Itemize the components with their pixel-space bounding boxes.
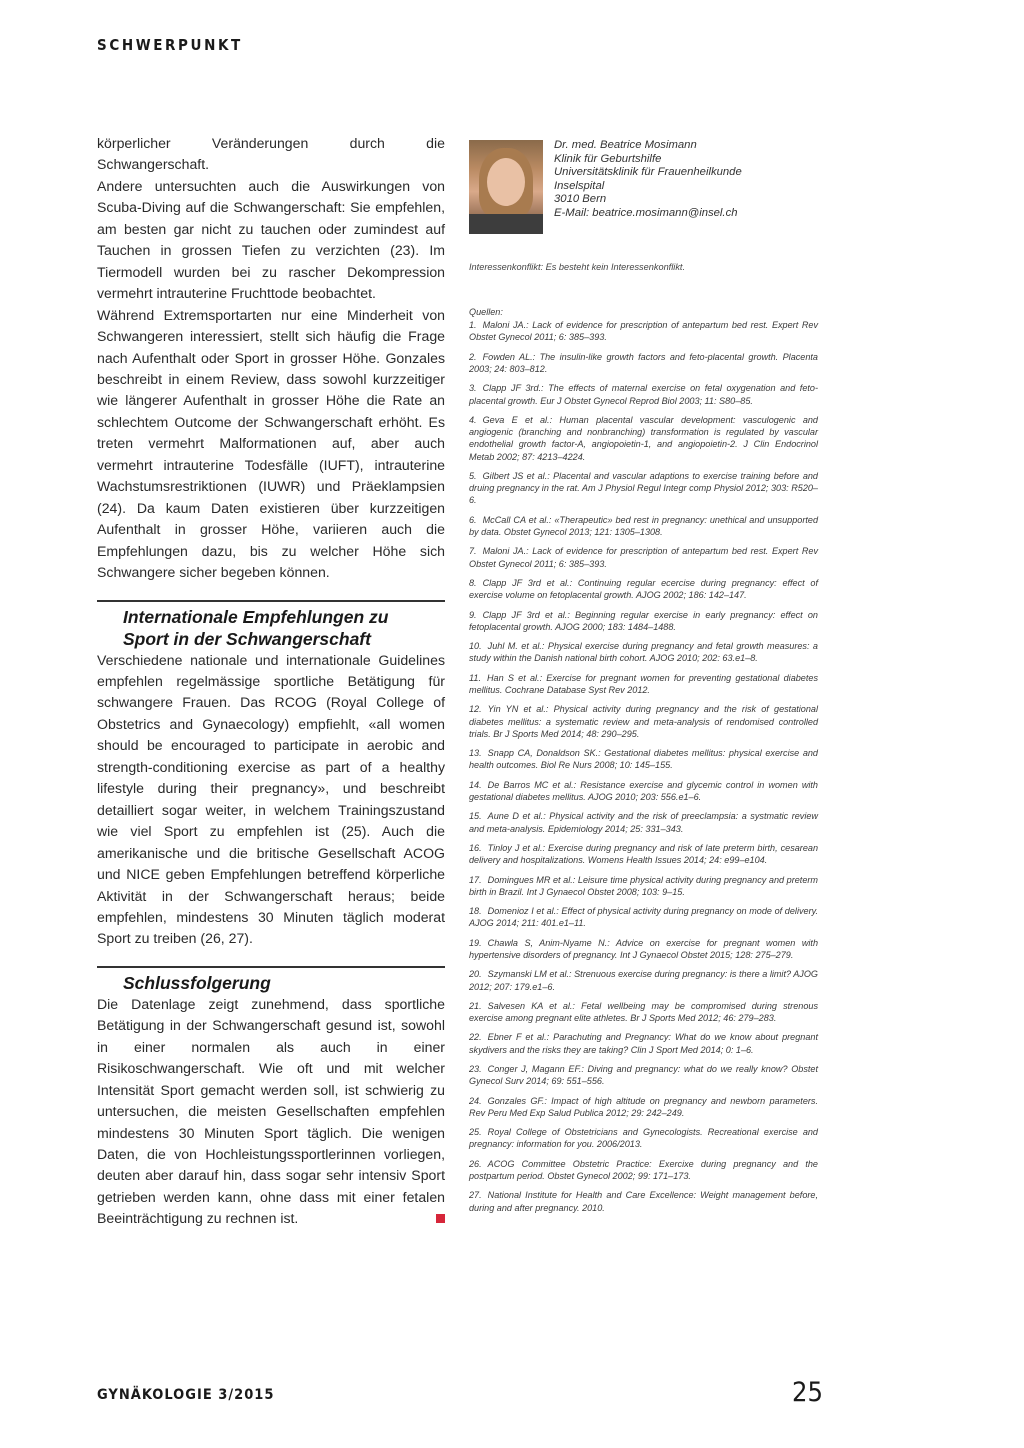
- page-number: 25: [792, 1377, 823, 1408]
- reference-number: 27.: [469, 1190, 482, 1201]
- author-email[interactable]: E-Mail: beatrice.mosimann@insel.ch: [554, 206, 738, 219]
- reference-text: Maloni JA.: Lack of evidence for prescription of antepartum bed rest. Expert Rev Obstet Gynecol 2011; 6: 385–393.: [469, 320, 818, 343]
- reference-number: 14.: [469, 779, 482, 790]
- reference-number: 4.: [469, 414, 477, 425]
- author-affiliation: Universitätsklinik für Frauenheilkunde: [554, 166, 742, 179]
- reference-item: [469, 640, 818, 664]
- reference-item: [469, 514, 818, 538]
- footer-journal: GYNÄKOLOGIE 3/2015: [97, 1387, 275, 1403]
- reference-text: Tinloy J et al.: Exercise during pregnancy and risk of late preterm birth, cesarean delivery and hospitalizations. Womens Health Issues 2014; 24: e99–e104.: [469, 842, 818, 866]
- reference-item: [469, 1063, 818, 1087]
- section-heading: [97, 606, 445, 650]
- author-contact: [554, 139, 824, 221]
- reference-text: Domenioz I et al.: Effect of physical activity during pregnancy on mode of delivery. AJOG 2014; 211: 401.e1–11.: [469, 906, 818, 929]
- reference-number: 11.: [469, 672, 481, 683]
- section-recommendations: [97, 600, 445, 950]
- reference-text: Fowden AL.: The insulin-like growth factors and feto-placental growth. Placenta 2003; 24: 803–812.: [469, 351, 818, 374]
- reference-number: 5.: [469, 470, 477, 481]
- reference-number: 13.: [469, 748, 482, 759]
- references-title: Quellen:: [469, 307, 503, 317]
- reference-number: 6.: [469, 514, 477, 525]
- reference-number: 26.: [469, 1158, 482, 1169]
- reference-text: Royal College of Obstetricians and Gynecologists. Recreational exercise and pregnancy: information for you. 2006/2013.: [469, 1127, 818, 1150]
- reference-number: 18.: [469, 906, 482, 917]
- body-paragraph: Während Extremsportarten nur eine Minderheit von Schwangeren interessiert, stellt sich häufig die Frage nach Aufenthalt oder Sport in grosser Höhe. Gonzales beschreibt in einem Review, dass sowohl kurzzeitiger wie längerer Aufenthalt in grosser Höhe die Rate an schlechtem Outcome der Schwangerschaft erhöht. Es treten vermehrt Malformationen auf, aber auch vermehrt intrauterine Todesfälle (IUFT), intrauterine Wachstumsrestriktionen (IUWR) und Präeklampsien (24). Da kaum Daten existieren über kurzzeitigen Aufenthalt in grosser Höhe, variieren auch die Empfehlungen dazu, bis zu welcher Höhe sich Schwangere sicher begeben können.: [97, 306, 445, 581]
- reference-text: Clapp JF 3rd.: The effects of maternal exercise on fetal oxygenation and feto-placental growth. Eur J Obstet Gynecol Reprod Biol 2003; 11: S80–85.: [469, 383, 818, 406]
- author-affiliation: Inselspital: [554, 179, 605, 192]
- reference-number: 21.: [469, 1000, 482, 1011]
- section-heading-line: Internationale Empfehlungen zu: [123, 606, 389, 627]
- body-paragraph: körperlicher Veränderungen durch die Schwangerschaft.: [97, 135, 445, 173]
- reference-number: 9.: [469, 609, 477, 620]
- reference-text: De Barros MC et al.: Resistance exercise and glycemic control in women with gestational diabetes mellitus. AJOG 2010; 203: 556.e1–6.: [469, 779, 818, 802]
- reference-item: [469, 319, 818, 343]
- author-photo: [469, 140, 543, 234]
- reference-number: 20.: [469, 969, 482, 980]
- references-list: [469, 306, 818, 1221]
- reference-text: Domingues MR et al.: Leisure time physical activity during pregnancy and preterm birth in Brazil. Int J Gynaecol Obstet 2008; 103: 9–15.: [469, 874, 818, 897]
- reference-item: [469, 779, 818, 803]
- conflict-of-interest: Interessenkonflikt: Es besteht kein Interessenkonflikt.: [469, 262, 686, 272]
- section-divider: [97, 966, 445, 968]
- reference-number: 16.: [469, 842, 482, 853]
- reference-item: [469, 1158, 818, 1182]
- reference-item: [469, 1000, 818, 1024]
- reference-item: [469, 874, 818, 898]
- main-text-column: [97, 133, 445, 1230]
- reference-text: ACOG Committee Obstetric Practice: Exercixe during pregnancy and the postpartum period. Obstet Gynecol 2002; 99: 171–173.: [469, 1158, 818, 1182]
- reference-text: Aune D et al.: Physical activity and the risk of preeclampsia: a systmatic review and meta-analysis. Epidemiology 2014; 25: 331–343.: [469, 811, 818, 834]
- reference-number: 3.: [469, 383, 477, 394]
- reference-text: Clapp JF 3rd et al.: Beginning regular exercise in early pregnancy: effect on fetoplacental growth. AJOG 2000; 183: 1484–1488.: [469, 609, 818, 632]
- reference-item: [469, 747, 818, 771]
- reference-text: Ebner F et al.: Parachuting and Pregnancy: What do we know about pregnant skydivers and the risks they are taking? Clin J Sport Med 2014; 0: 1–6.: [469, 1032, 818, 1055]
- reference-text: Gilbert JS et al.: Placental and vascular adaptions to exercise training before and druing pregnancy in the rat. Am J Physiol Regul Integr comp Physiol 2012; 303: R520–6.: [469, 470, 818, 506]
- reference-item: [469, 414, 818, 463]
- body-paragraph: [97, 994, 445, 1230]
- reference-number: 15.: [469, 811, 482, 822]
- reference-text: Snapp CA, Donaldson SK.: Gestational diabetes mellitus: physical exercise and health outcomes. Biol Re Nurs 2008; 10: 145–155.: [469, 748, 818, 771]
- reference-number: 23.: [469, 1064, 482, 1075]
- reference-number: 8.: [469, 577, 477, 588]
- reference-number: 25.: [469, 1127, 482, 1138]
- reference-item: [469, 351, 818, 375]
- reference-text: Maloni JA.: Lack of evidence for prescription of antepartum bed rest. Expert Rev Obstet Gynecol 2011; 6: 385–393.: [469, 546, 818, 569]
- reference-text: Szymanski LM et al.: Strenuous exercise during pregnancy: is there a limit? AJOG 2012; 207: 179.e1–6.: [469, 969, 818, 992]
- reference-text: Han S et al.: Exercise for pregnant women for preventing gestational diabetes mellitus. Cochrane Database Syst Rev 2012.: [469, 672, 818, 695]
- body-paragraph: Verschiedene nationale und internationale Guidelines empfehlen regelmässige sportliche Betätigung für schwangere Frauen. Das RCOG (Royal College of Obstetrics and Gynaecology) empfiehlt, «all women should be encouraged to participate in aerobic and strength-conditioning exercise as part of a healthy lifestyle during their pregnancy», und beschreibt detailliert sogar weiter, in welchem Trainingszustand wie viel Sport zu empfehlen ist (25). Auch die amerikanische und die britische Gesellschaft ACOG und NICE geben Empfehlungen betreffend körperliche Aktivität in der Schwangerschaft heraus; beide empfehlen, mindestens 30 Minuten täglich moderat Sport zu treiben (26, 27).: [97, 651, 445, 947]
- body-paragraph: Andere untersuchten auch die Auswirkungen von Scuba-Diving auf die Schwangerschaft: Sie empfehlen, am besten gar nicht zu tauchen oder zumindest auf Tauchen in grossen Tiefen zu verzichten (23). Im Tiermodell wurden bei zu rascher Dekompression vermehrt intrauterine Fruchttode beobachtet.: [97, 177, 445, 302]
- reference-number: 17.: [469, 874, 482, 885]
- reference-item: [469, 609, 818, 633]
- section-divider: [97, 600, 445, 602]
- reference-text: Gonzales GF.: Impact of high altitude on pregnancy and newborn parameters. Rev Peru Med Exp Salud Publica 2012; 29: 242–249.: [469, 1095, 818, 1118]
- reference-text: Chawla S, Anim-Nyame N.: Advice on exercise for pregnant women with hypertensive disorders of pregnancy. Int J Gynaecol Obstet 2015; 128: 275–279.: [469, 937, 818, 960]
- reference-item: [469, 1126, 818, 1150]
- section-conclusion: [97, 966, 445, 1230]
- section-heading-line: Sport in der Schwangerschaft: [123, 628, 371, 649]
- reference-number: 22.: [469, 1032, 482, 1043]
- reference-number: 12.: [469, 704, 482, 715]
- reference-number: 19.: [469, 937, 482, 948]
- reference-item: [469, 1031, 818, 1055]
- section-header: SCHWERPUNKT: [97, 36, 243, 54]
- reference-text: National Institute for Health and Care Excellence: Weight management before, during and after pregnancy. 2010.: [469, 1190, 818, 1213]
- reference-item: [469, 842, 818, 866]
- reference-number: 2.: [469, 351, 477, 362]
- section-heading: Schlussfolgerung: [123, 972, 271, 993]
- reference-item: [469, 1189, 818, 1213]
- author-address: 3010 Bern: [554, 193, 607, 206]
- conclusion-text: Die Datenlage zeigt zunehmend, dass sportliche Betätigung in der Schwangerschaft gesund ist, sowohl in einer normalen als auch in einer Risikoschwangerschaft. Wie oft und mit welcher Intensität Sport gemacht werden soll, ist schwierig zu untersuchen, die meisten Gesellschaften empfehlen mindestens 30 Minuten Sport täglich. Die wenigen Daten, die von Hochleistungssportlerinnen vorliegen, deuten aber darauf hin, dass sogar sehr intensiv Sport getrieben werden kann, ohne dass mit einer fetalen Beeinträchtigung zu rechnen ist.: [97, 995, 445, 1227]
- reference-number: 24.: [469, 1095, 482, 1106]
- reference-text: Clapp JF 3rd et al.: Continuing regular ecercise during pregnancy: effect of exercise volume on fetoplacental growth. AJOG 2002; 186: 142–147.: [469, 577, 818, 601]
- reference-item: [469, 968, 818, 992]
- reference-number: 1.: [469, 320, 477, 331]
- reference-item: [469, 937, 818, 961]
- reference-item: [469, 470, 818, 507]
- reference-item: [469, 672, 818, 696]
- reference-text: Salvesen KA et al.: Fetal wellbeing may be compromised during strenous exercise among pregnant elite athletes. Br J Sports Med 2012; 46: 279–283.: [469, 1000, 818, 1024]
- reference-item: [469, 703, 818, 740]
- reference-text: McCall CA et al.: «Therapeutic» bed rest in pregnancy: unethical and unsupported by data. Obstet Gynecol 2013; 121: 1305–1308.: [469, 514, 818, 537]
- reference-item: [469, 1095, 818, 1119]
- end-of-article-mark: [436, 1214, 445, 1223]
- reference-item: [469, 810, 818, 834]
- reference-text: Conger J, Magann EF.: Diving and pregnancy: what do we really know? Obstet Gynecol Surv 2014; 69: 551–556.: [469, 1064, 818, 1087]
- reference-number: 10.: [469, 641, 482, 652]
- reference-text: Yin YN et al.: Physical activity during pregnancy and the risk of gestational diabetes mellitus: a systematic review and meta-analysis of rendomised controlled trials. Br J Sports Med 2014; 48: 290–295.: [469, 704, 818, 739]
- reference-text: Geva E et al.: Human placental vascular development: vasculogenic and angiogenic (branching and nonbranching) transformation is regulated by vascular endothelial growth factor-A, angiopoietin-1, and angiopoietin-2. J Clin Endocrinol Metab 2002; 87: 4213–4224.: [469, 414, 818, 462]
- reference-text: Juhl M. et al.: Physical exercise during pregnancy and fetal growth measures: a study within the Danish national birth cohort. AJOG 2010; 202: 63.e1–8.: [469, 641, 818, 664]
- reference-item: [469, 577, 818, 601]
- author-name: Dr. med. Beatrice Mosimann: [554, 139, 697, 151]
- reference-number: 7.: [469, 546, 477, 557]
- reference-item: [469, 905, 818, 929]
- reference-item: [469, 382, 818, 406]
- author-affiliation: Klinik für Geburtshilfe: [554, 152, 662, 165]
- reference-item: [469, 545, 818, 569]
